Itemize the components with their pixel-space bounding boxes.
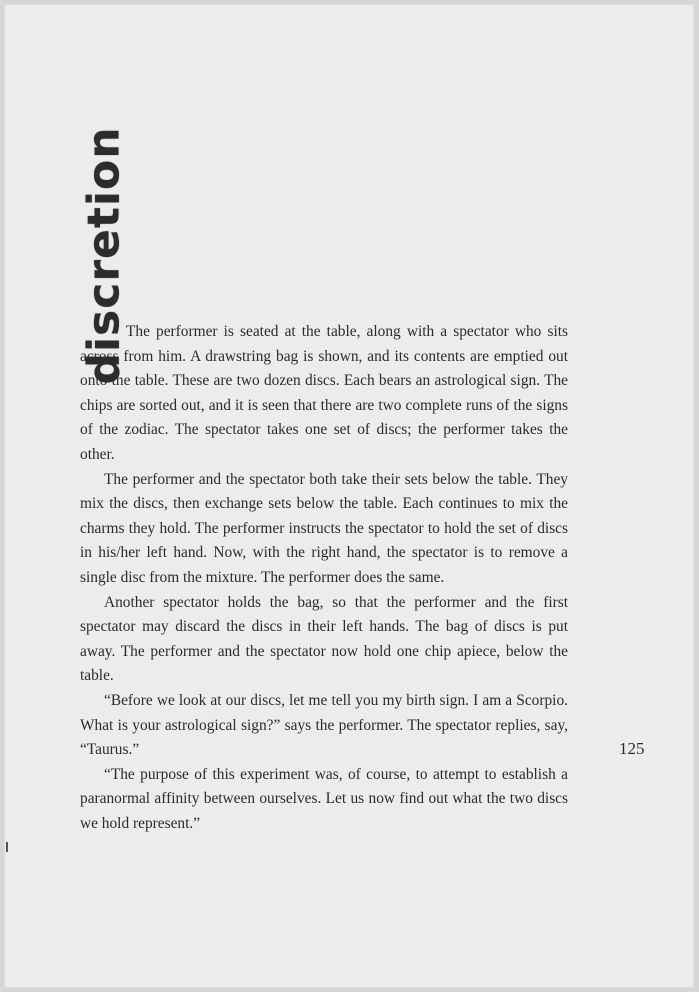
section-heading-text: discretion bbox=[78, 125, 130, 385]
margin-mark bbox=[6, 842, 8, 852]
paragraph-4: “Before we look at our discs, let me tell you my birth sign. I am a Scorpio. What is your astrological sign?” says the performer. The spectator replies, say, “Taurus.” bbox=[80, 691, 568, 759]
paragraph-3: Another spectator holds the bag, so that the performer and the first spectator may discard the discs in their left hands. The bag of discs is put away. The performer and the spectator now hold one chip apiece, below the table. bbox=[80, 593, 568, 685]
body-text bbox=[80, 320, 568, 836]
paragraph-1 bbox=[80, 320, 568, 468]
page-number: 125 bbox=[619, 739, 645, 758]
drop-heading-space bbox=[80, 335, 126, 336]
paragraph-5: “The purpose of this experiment was, of course, to attempt to establish a paranormal affinity between ourselves. Let us now find out what the two discs we hold represent.” bbox=[80, 765, 568, 832]
paragraph-1-text: The performer is seated at the table, along with a spectator who sits across from him. A drawstring bag is shown, and its contents are emptied out onto the table. These are two dozen discs. Each bears an astrological sign. The chips are sorted out, and it is seen that there are two complete runs of the signs of the zodiac. The spectator takes one set of discs; the performer takes the other. bbox=[80, 323, 568, 463]
book-page bbox=[4, 4, 694, 988]
paragraph-2: The performer and the spectator both take their sets below the table. They mix the discs, then exchange sets below the table. Each continues to mix the charms they hold. The performer instructs the spectator to hold the set of discs in his/her left hand. Now, with the right hand, the spectator is to remove a single disc from the mixture. The performer does the same. bbox=[80, 470, 568, 586]
